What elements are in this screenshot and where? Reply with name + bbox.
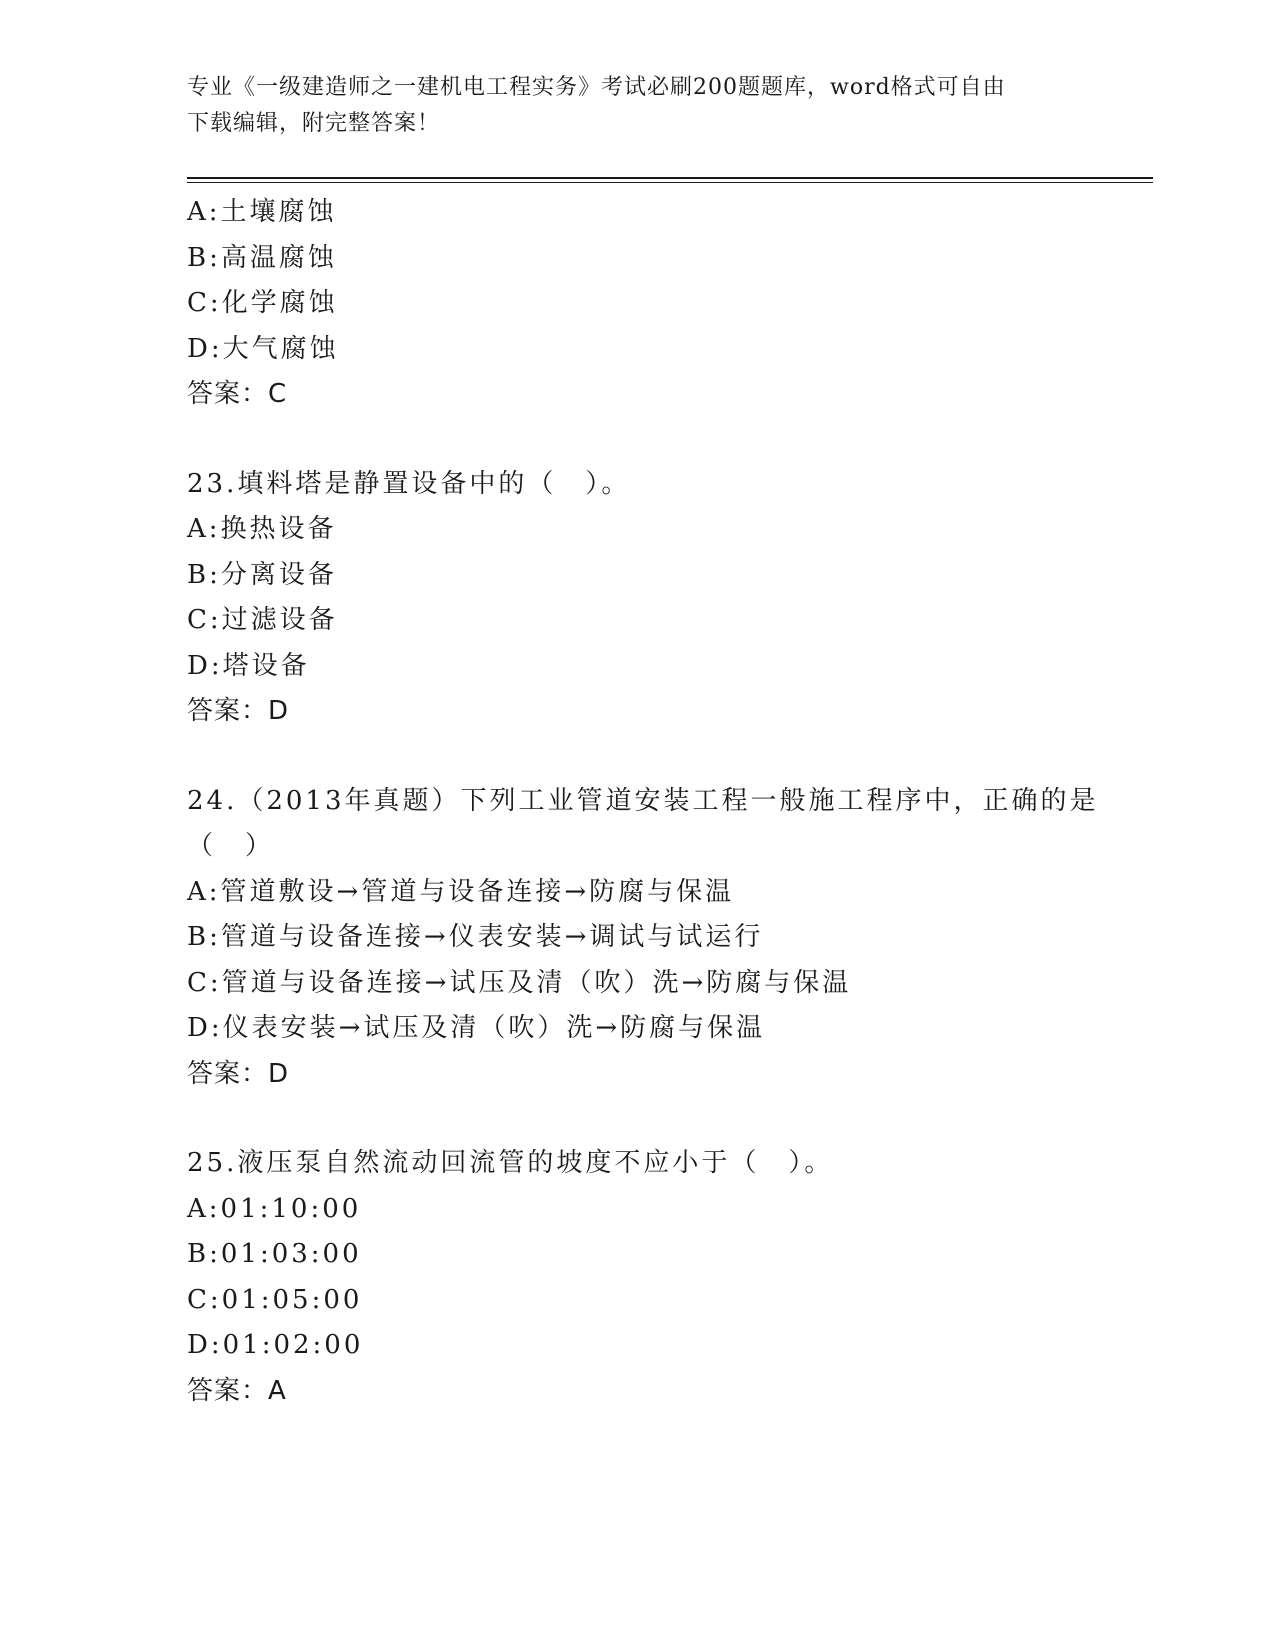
question-list [187,190,1107,1414]
question-22 [187,190,1107,418]
document-header [187,70,1087,142]
question-spacer [187,1097,1107,1141]
option-c: C:01:05:00 [187,1284,363,1315]
option-b: B:管道与设备连接→仪表安装→调试与试运行 [187,922,764,952]
option-d: D:塔设备 [187,650,310,681]
option-d: D:大气腐蚀 [187,333,339,364]
question-23 [187,462,1107,735]
answer-label: 答案：A [187,1375,287,1406]
option-c: C:化学腐蚀 [187,288,338,318]
option-c: C:管道与设备连接→试压及清（吹）洗→防腐与保温 [187,967,852,998]
question-spacer [187,735,1107,779]
question-24 [187,779,1107,1098]
option-d: D:01:02:00 [187,1330,364,1360]
header-line-1: 专业《一级建造师之一建机电工程实务》考试必刷200题题库，word格式可自由 [187,75,1006,100]
header-line-2: 下载编辑，附完整答案！ [187,111,441,136]
header-divider-thin [187,182,1153,183]
option-b: B:01:03:00 [187,1239,362,1269]
option-a: A:土壤腐蚀 [187,197,337,227]
option-a: A:换热设备 [187,514,337,544]
header-divider-thick [187,177,1153,179]
question-text: 23.填料塔是静置设备中的（ ）。 [187,468,631,499]
question-text-line-2: （ ） [187,831,275,861]
question-25 [187,1141,1107,1414]
option-b: B:分离设备 [187,559,337,590]
option-d: D:仪表安装→试压及清（吹）洗→防腐与保温 [187,1013,766,1043]
option-a: A:01:10:00 [187,1193,362,1224]
option-a: A:管道敷设→管道与设备连接→防腐与保温 [187,876,735,907]
question-text: 25.液压泵自然流动回流管的坡度不应小于（ ）。 [187,1148,834,1178]
answer-label: 答案：D [187,696,290,726]
answer-label: 答案：C [187,379,288,409]
option-b: B:高温腐蚀 [187,242,337,273]
question-spacer [187,418,1107,462]
option-c: C:过滤设备 [187,605,338,635]
answer-label: 答案：D [187,1058,290,1089]
question-text-line-1: 24.（2013年真题）下列工业管道安装工程一般施工程序中，正确的是 [187,785,1099,816]
